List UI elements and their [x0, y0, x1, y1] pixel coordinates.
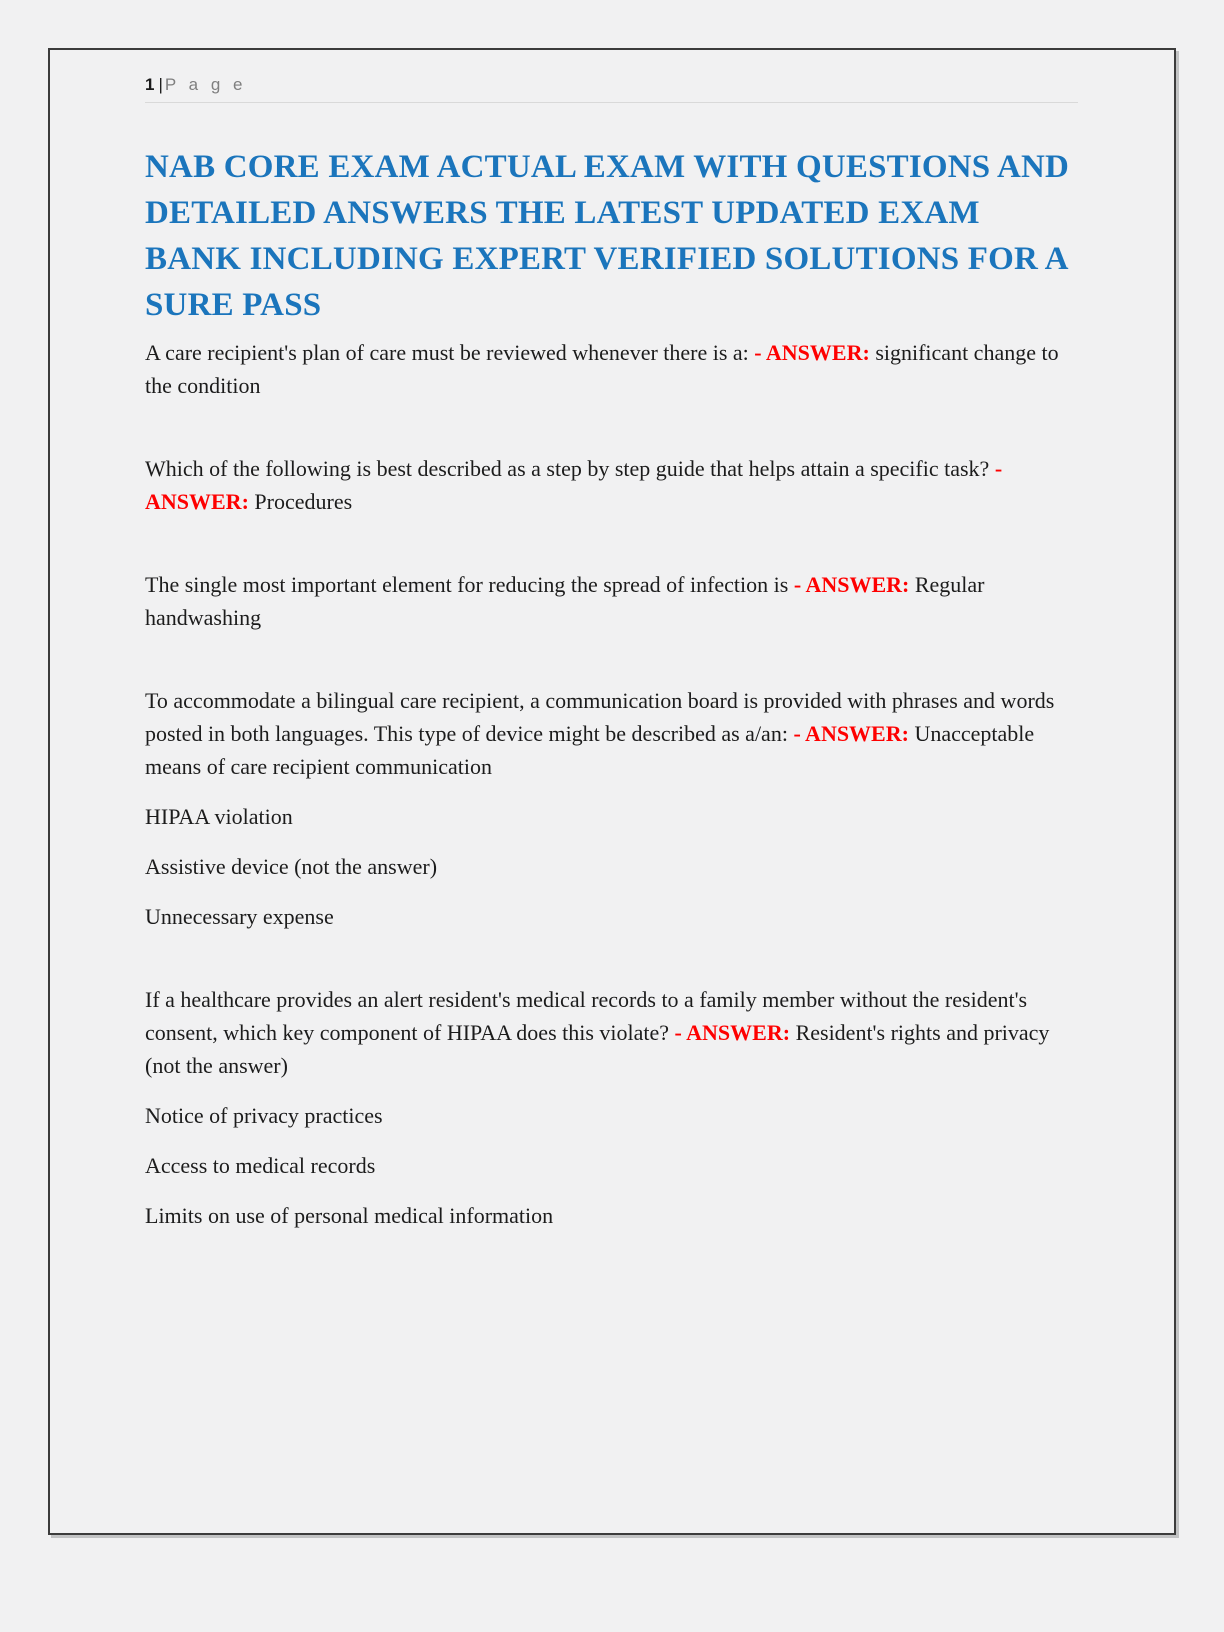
answer-label: - ANSWER: — [793, 572, 910, 597]
answer-label: - ANSWER: — [674, 1020, 791, 1045]
option-line: Limits on use of personal medical information — [145, 1203, 554, 1228]
qa-block — [145, 684, 1078, 933]
answer-label: - ANSWER: — [145, 456, 1003, 514]
question-paragraph — [145, 452, 1078, 518]
question-paragraph — [145, 568, 1078, 634]
page-header — [145, 74, 1078, 103]
page-header-separator: | — [158, 75, 163, 94]
answer-text: Regular handwashing — [145, 572, 985, 630]
qa-block — [145, 568, 1078, 634]
question-text: The single most important element for reducing the spread of infection is — [145, 572, 789, 597]
answer-label: - ANSWER: — [793, 721, 909, 746]
answer-label: - ANSWER: — [754, 340, 870, 365]
page-header-label: P a g e — [164, 75, 247, 94]
qa-block — [145, 983, 1078, 1232]
document-background — [0, 48, 1224, 1632]
document-page — [48, 48, 1176, 1535]
question-text: A care recipient's plan of care must be reviewed whenever there is a: — [145, 340, 749, 365]
option-line: HIPAA violation — [145, 804, 293, 829]
page-number: 1 — [145, 75, 155, 94]
answer-text: Resident's rights and privacy (not the answer) — [145, 1020, 1050, 1078]
qa-block — [145, 452, 1078, 518]
option-line: Assistive device (not the answer) — [145, 854, 438, 879]
question-text: To accommodate a bilingual care recipient, a communication board is provided with phrases and words posted in both languages. This type of device might be described as a/an: — [145, 688, 1055, 746]
answer-text: Unacceptable means of care recipient communication — [145, 721, 1035, 779]
question-paragraph — [145, 684, 1078, 783]
document-title: NAB CORE EXAM ACTUAL EXAM WITH QUESTIONS AND DETAILED ANSWERS THE LATEST UPDATED EXAM BANK INCLUDING EXPERT VERIFIED SOLUTIONS FOR A SURE PASS — [145, 149, 1070, 323]
option-line: Notice of privacy practices — [145, 1103, 383, 1128]
qa-block — [145, 336, 1078, 402]
option-line: Access to medical records — [145, 1153, 376, 1178]
option-line: Unnecessary expense — [145, 904, 334, 929]
answer-text: Procedures — [254, 489, 353, 514]
question-paragraph — [145, 983, 1078, 1082]
question-text: Which of the following is best described as a step by step guide that helps attain a specific task? — [145, 456, 990, 481]
question-paragraph — [145, 336, 1078, 402]
answer-text: significant change to the condition — [145, 340, 1059, 398]
question-text: If a healthcare provides an alert resident's medical records to a family member without the resident's consent, which key component of HIPAA does this violate? — [145, 987, 1028, 1045]
